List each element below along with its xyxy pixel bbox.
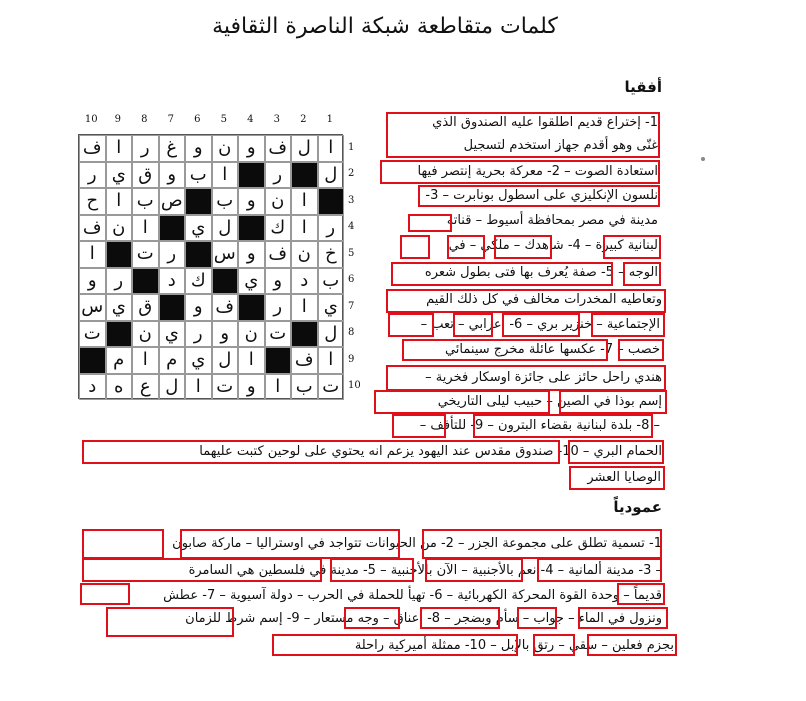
- across-heading: أفقيا: [624, 78, 662, 96]
- grid-cell: ه: [106, 374, 133, 401]
- clue-box: [408, 214, 452, 232]
- grid-cell: غ: [159, 135, 186, 162]
- grid-cell: و: [265, 268, 292, 295]
- grid-cell: ف: [212, 294, 239, 321]
- grid-cell: ا: [106, 135, 133, 162]
- grid-cell: ر: [106, 268, 133, 295]
- grid-cell: ب: [185, 162, 212, 189]
- grid-cell: س: [79, 294, 106, 321]
- grid-cell: د: [159, 268, 186, 295]
- grid-cell: ب: [212, 188, 239, 215]
- clue-box: [400, 235, 430, 259]
- column-number: 6: [194, 114, 201, 125]
- grid-cell: ر: [185, 321, 212, 348]
- grid-cell: ع: [132, 374, 159, 401]
- clue-box: [559, 390, 667, 414]
- margin-dot: [701, 157, 705, 161]
- grid-cell: ب: [132, 188, 159, 215]
- across-clue-2: استعادة الصوت – 2- معركة بحرية إنتصر فيها: [417, 164, 658, 179]
- grid-cell: و: [185, 135, 212, 162]
- black-cell: [185, 188, 212, 215]
- clue-box: [82, 529, 164, 559]
- grid-cell: ا: [132, 347, 159, 374]
- clue-box: [180, 529, 400, 559]
- row-number: 9: [348, 353, 355, 365]
- clue-box: [392, 414, 446, 438]
- grid-cell: ي: [185, 347, 212, 374]
- black-cell: [159, 215, 186, 242]
- across-clue-3: نلسون الإنكليزي على اسطول بونابرت – 3-: [425, 188, 658, 203]
- across-clue-9: خصب – 7- عكسها عائلة مخرج سينمائي: [444, 342, 660, 357]
- across-clue-14: الوصايا العشر: [587, 470, 661, 485]
- clue-box: [453, 313, 493, 337]
- across-clue-4: مدينة في مصر بمحافظة أسيوط – قناته: [446, 213, 658, 228]
- black-cell: [132, 268, 159, 295]
- grid-cell: ن: [212, 135, 239, 162]
- grid-cell: ب: [318, 268, 345, 295]
- black-cell: [318, 188, 345, 215]
- down-clue-4: ونزول في الماء – جواب – سأم وبضجر – 8- أعناق – وجه مستعار – 9- إسم شرط للزمان: [185, 611, 662, 626]
- page-title: كلمات متقاطعة شبكة الناصرة الثقافية: [212, 14, 558, 39]
- grid-cell: ل: [212, 347, 239, 374]
- grid-cell: ا: [185, 374, 212, 401]
- grid-cell: ك: [265, 215, 292, 242]
- clue-box: [603, 235, 661, 259]
- column-number: 7: [167, 114, 174, 125]
- grid-cell: ن: [238, 321, 265, 348]
- clue-box: [106, 607, 234, 637]
- clue-box: [374, 390, 550, 414]
- grid-cell: ر: [159, 241, 186, 268]
- grid-cell: ر: [132, 135, 159, 162]
- black-cell: [159, 294, 186, 321]
- grid-cell: ا: [106, 188, 133, 215]
- grid-cell: ا: [212, 162, 239, 189]
- grid-cell: د: [291, 268, 318, 295]
- grid-cell: ف: [291, 347, 318, 374]
- black-cell: [238, 294, 265, 321]
- grid-cell: ي: [106, 294, 133, 321]
- black-cell: [291, 162, 318, 189]
- grid-cell: ت: [212, 374, 239, 401]
- across-clue-6: الوجه – 5- صفة يُعرف بها فتى بطول شعره: [424, 265, 658, 280]
- across-clue-12: – 8- بلدة لبنانية بقضاء البترون – 9- للتأفف –: [419, 418, 660, 433]
- black-cell: [79, 347, 106, 374]
- grid-cell: ا: [291, 188, 318, 215]
- grid-cell: ل: [212, 215, 239, 242]
- row-numbers: [348, 134, 364, 399]
- grid-cell: ي: [159, 321, 186, 348]
- across-clue-1b: غنّى وهو أقدم جهاز استخدم لتسجيل: [463, 138, 658, 153]
- grid-cell: و: [238, 188, 265, 215]
- grid-cell: ا: [318, 135, 345, 162]
- grid-cell: ي: [238, 268, 265, 295]
- grid-cell: ا: [291, 215, 318, 242]
- grid-cell: ي: [185, 215, 212, 242]
- grid-cell: ن: [106, 215, 133, 242]
- column-number: 4: [247, 114, 254, 125]
- grid-cell: ل: [318, 321, 345, 348]
- clue-box: [517, 607, 557, 629]
- black-cell: [238, 162, 265, 189]
- clue-box: [388, 313, 434, 337]
- grid-cell: ك: [185, 268, 212, 295]
- across-clue-5: لبنانية كبيرة – 4- شاهدك – ملكي – في: [448, 238, 658, 253]
- across-clue-1a: 1- إختراع قديم اطلقوا عليه الصندوق الذي: [432, 115, 658, 130]
- grid-cell: ا: [238, 347, 265, 374]
- grid-cell: ن: [291, 241, 318, 268]
- grid-cell: ي: [318, 294, 345, 321]
- row-number: 1: [348, 141, 355, 153]
- black-cell: [291, 321, 318, 348]
- grid-cell: ف: [265, 241, 292, 268]
- clue-box: [330, 558, 414, 582]
- grid-cell: ل: [291, 135, 318, 162]
- clue-box: [425, 558, 523, 582]
- grid-cell: ت: [132, 241, 159, 268]
- clue-box: [272, 634, 518, 656]
- grid-cell: ف: [79, 215, 106, 242]
- grid-cell: ا: [291, 294, 318, 321]
- grid-cell: خ: [318, 241, 345, 268]
- clue-box: [418, 185, 660, 207]
- grid-cell: و: [238, 374, 265, 401]
- clue-box: [494, 235, 552, 259]
- clue-box: [447, 235, 485, 259]
- grid-cell: ر: [318, 215, 345, 242]
- column-numbers: [78, 114, 343, 130]
- down-heading: عمودياً: [613, 498, 662, 516]
- grid-cell: ص: [159, 188, 186, 215]
- grid-cell: ف: [79, 135, 106, 162]
- grid-cell: ا: [79, 241, 106, 268]
- black-cell: [185, 241, 212, 268]
- grid-cell: ر: [265, 294, 292, 321]
- grid-cell: و: [79, 268, 106, 295]
- grid-cell: ي: [106, 162, 133, 189]
- down-clue-1: 1- تسمية تطلق على مجموعة الجزر – 2- من الحيوانات تتواجد في اوستراليا – ماركة صابون: [172, 536, 662, 551]
- grid-cell: و: [212, 321, 239, 348]
- clue-box: [82, 558, 322, 582]
- grid-cell: ق: [132, 294, 159, 321]
- clue-box: [391, 262, 613, 286]
- grid-cell: ل: [159, 374, 186, 401]
- black-cell: [106, 241, 133, 268]
- clue-box: [568, 440, 664, 464]
- clue-box: [618, 339, 664, 361]
- clue-box: [344, 607, 400, 629]
- across-clue-8: الإجتماعية – خنزير بري – 6- اعرابي – تعب –: [420, 317, 660, 332]
- grid-cell: د: [79, 374, 106, 401]
- grid-cell: ا: [318, 347, 345, 374]
- grid-cell: ا: [132, 215, 159, 242]
- grid-cell: ح: [79, 188, 106, 215]
- column-number: 2: [300, 114, 307, 125]
- black-cell: [265, 347, 292, 374]
- clue-box: [578, 607, 668, 629]
- across-clue-7: وتعاطيه المخدرات مخالف في كل ذلك القيم: [426, 292, 662, 307]
- grid-cell: ق: [132, 162, 159, 189]
- across-clue-10: هندي راحل حائز على جائزة اوسكار فخرية –: [425, 370, 662, 385]
- row-number: 2: [348, 168, 355, 180]
- clue-box: [502, 313, 580, 337]
- clue-box: [473, 414, 653, 438]
- grid-cell: ت: [265, 321, 292, 348]
- clue-box: [617, 583, 665, 605]
- black-cell: [106, 321, 133, 348]
- grid-cell: و: [185, 294, 212, 321]
- column-number: 1: [326, 114, 333, 125]
- grid-cell: ت: [318, 374, 345, 401]
- clue-box: [587, 634, 677, 656]
- clue-box: [591, 313, 665, 337]
- row-number: 6: [348, 274, 355, 286]
- clue-box: [533, 634, 575, 656]
- black-cell: [212, 268, 239, 295]
- clue-box: [80, 583, 130, 605]
- column-number: 8: [141, 114, 148, 125]
- grid-cell: ل: [318, 162, 345, 189]
- clue-box: [402, 339, 608, 361]
- grid-cell: س: [212, 241, 239, 268]
- crossword-grid: [78, 134, 343, 399]
- black-cell: [238, 215, 265, 242]
- grid-cell: و: [238, 135, 265, 162]
- grid-cell: ا: [265, 374, 292, 401]
- grid-cell: ف: [265, 135, 292, 162]
- clue-box: [422, 529, 662, 559]
- grid-cell: ر: [79, 162, 106, 189]
- down-clue-2: – 3- مدينة ألمانية – 4- نعم بالأجنبية – الآن بالأجنبية – 5- مدينة في فلسطين هي السامرة: [188, 563, 662, 578]
- grid-cell: ن: [265, 188, 292, 215]
- grid-cell: و: [159, 162, 186, 189]
- grid-cell: ب: [291, 374, 318, 401]
- row-number: 4: [348, 221, 355, 233]
- clue-box: [420, 607, 500, 629]
- column-number: 3: [273, 114, 280, 125]
- down-clue-3: قديماً – وحدة القوة المحركة الكهربائية – 6- تهيأ للحملة في الحرب – دولة آسيوية – 7- عطش: [163, 588, 662, 603]
- down-clue-5: بجزم فعلين – سقي – رتق بالإبل – 10- ممثلة أميركية راحلة: [354, 638, 674, 653]
- row-number: 8: [348, 327, 355, 339]
- row-number: 7: [348, 300, 355, 312]
- grid-cell: ن: [132, 321, 159, 348]
- column-number: 9: [114, 114, 121, 125]
- row-number: 5: [348, 247, 355, 259]
- grid-cell: م: [159, 347, 186, 374]
- clue-box: [82, 440, 560, 464]
- grid-cell: و: [238, 241, 265, 268]
- column-number: 5: [220, 114, 227, 125]
- column-number: 10: [84, 114, 98, 125]
- row-number: 3: [348, 194, 355, 206]
- grid-cell: م: [106, 347, 133, 374]
- grid-cell: ت: [79, 321, 106, 348]
- across-clue-11: إسم بوذا في الصين – حبيب ليلى التاريخي: [437, 394, 662, 409]
- clue-box: [537, 558, 662, 582]
- across-clue-13: الحمام البري – 10- صندوق مقدس عند اليهود يزعم انه يحتوي على لوحين كتبت عليهما: [199, 444, 662, 459]
- grid-cell: ر: [265, 162, 292, 189]
- row-number: 10: [348, 380, 361, 392]
- clue-box: [623, 262, 661, 286]
